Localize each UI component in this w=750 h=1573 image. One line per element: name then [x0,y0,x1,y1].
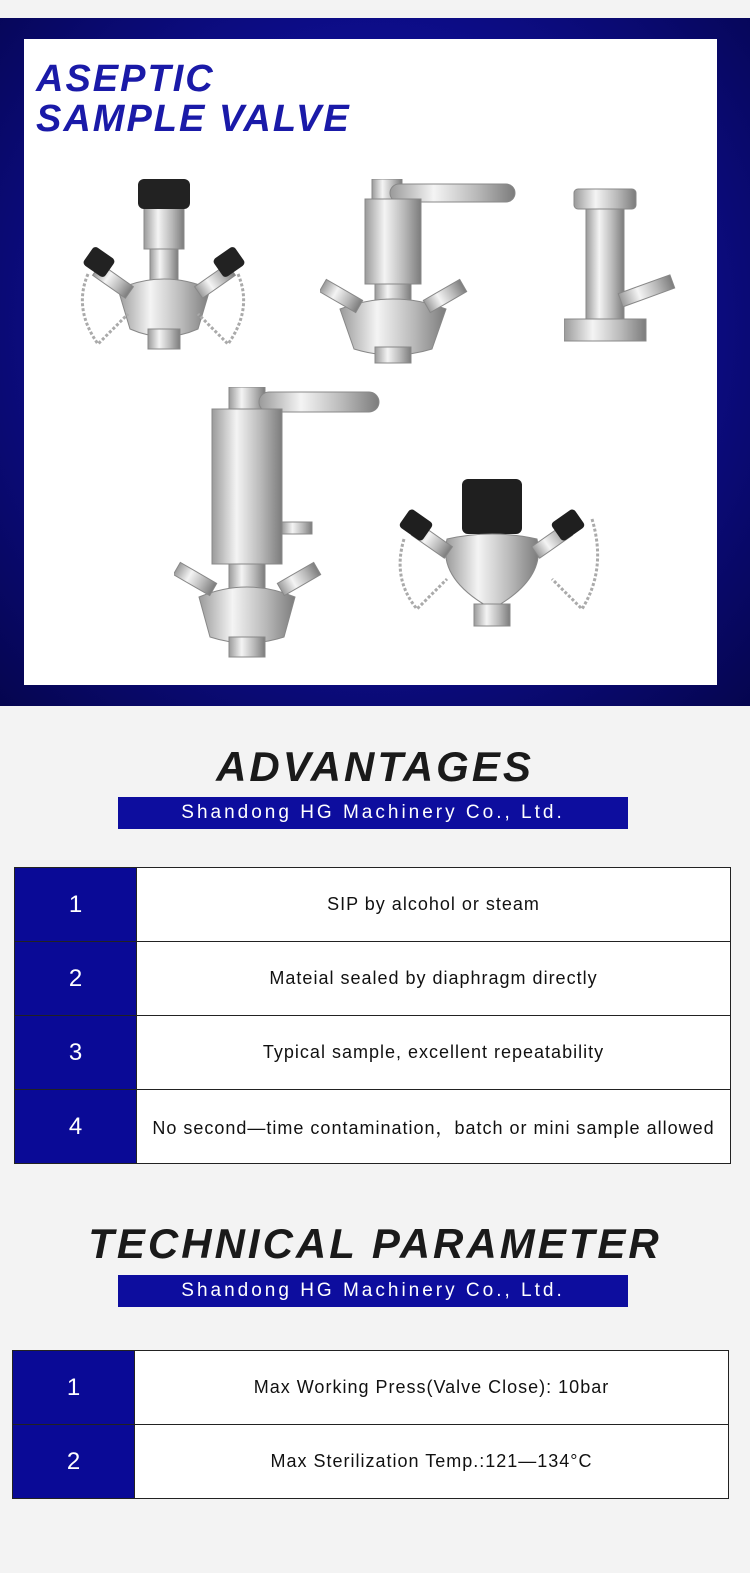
hero-title [36,59,351,139]
hero-panel [24,39,717,685]
table-row [13,1351,729,1425]
row-number: 2 [15,942,137,1016]
valve-image-lever-two-ports [320,179,520,364]
row-number: 3 [15,1016,137,1090]
row-number: 1 [15,868,137,942]
row-number: 1 [13,1351,135,1425]
row-number: 2 [13,1425,135,1499]
hero-title-line1: ASEPTIC [36,58,215,100]
row-text: Mateial sealed by diaphragm directly [137,942,731,1016]
advantages-company-bar: Shandong HG Machinery Co., Ltd. [118,797,628,829]
row-text: No second—time contamination，batch or mini sample allowed [137,1090,731,1164]
row-text: Typical sample, excellent repeatability [137,1016,731,1090]
advantages-title: ADVANTAGES [216,743,534,790]
valve-image-tall-lever [174,387,384,662]
table-row [13,1425,729,1499]
row-text: Max Sterilization Temp.:121—134°C [135,1425,729,1499]
technical-title: TECHNICAL PARAMETER [88,1220,662,1267]
valve-image-straight [564,184,694,349]
valve-image-handwheel-chains [68,179,258,354]
table-row [15,868,731,942]
hero-title-line2: SAMPLE VALVE [36,98,351,140]
technical-company-bar: Shandong HG Machinery Co., Ltd. [118,1275,628,1307]
row-number: 4 [15,1090,137,1164]
table-row [15,942,731,1016]
table-row [15,1016,731,1090]
row-text: Max Working Press(Valve Close): 10bar [135,1351,729,1425]
row-text: SIP by alcohol or steam [137,868,731,942]
hero-banner [0,18,750,706]
valve-image-handwheel-globe [392,479,612,639]
table-row [15,1090,731,1164]
technical-table [12,1350,729,1499]
advantages-table [14,867,731,1164]
